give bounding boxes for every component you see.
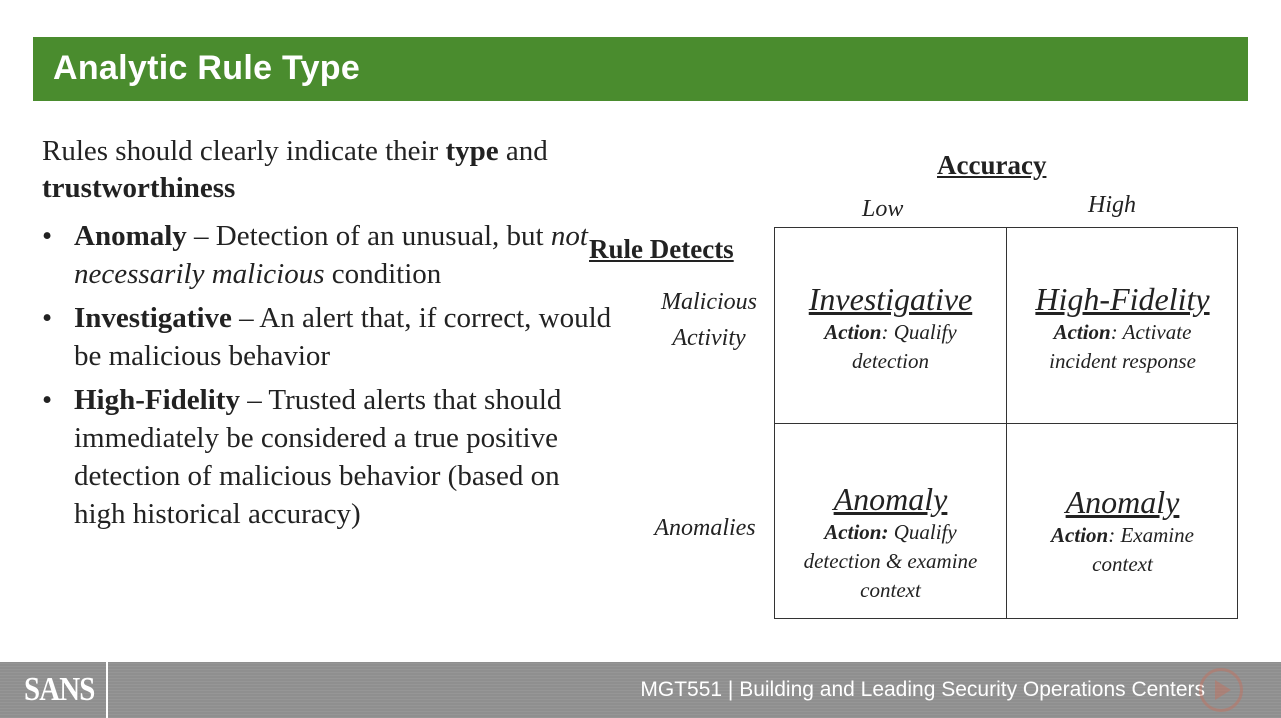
bullet-dot: • [42,220,53,252]
intro-paragraph [42,133,612,207]
intro-type: type [445,135,499,167]
sans-logo: SANS [24,671,95,708]
course-title: MGT551 | Building and Leading Security Operations Centers [640,678,1205,701]
play-circle-icon [1199,668,1243,712]
rule-detects-label: Rule Detects [589,234,734,264]
title-bar [33,37,1248,101]
action-word: Action [824,320,882,344]
cell-title: Investigative [808,281,973,317]
cell-title: High-Fidelity [1035,281,1210,317]
high-label: High [1088,192,1136,218]
bullet-term: Anomaly [74,220,187,252]
bullet-high-fidelity [42,381,612,533]
bullet-list [42,217,612,533]
action-text: : Qualify detection [852,320,957,373]
bullet-investigative [42,299,612,375]
bullet-text: – Trusted alerts that should immediately be considered a true positive detection of malicious behavior (based on high historical accuracy) [74,384,562,530]
bullet-term: High-Fidelity [74,384,240,416]
slide-title: Analytic Rule Type [53,49,361,87]
bullet-text-end: condition [324,258,442,290]
row-label-line: Malicious [661,289,757,315]
cell-title: Anomaly [1065,484,1180,520]
bullet-anomaly [42,217,612,293]
intro-text: Rules should clearly indicate their [42,135,446,167]
intro-and: and [498,135,548,167]
footer-divider [106,662,108,718]
row-label-malicious [646,284,772,356]
bullet-dot: • [42,302,53,334]
action-word: Action [1051,523,1109,547]
cell-action [1007,318,1238,376]
bullet-text: – An alert that, if correct, would be malicious behavior [74,302,612,372]
cell-action [775,318,1006,376]
action-word: Action [1053,320,1111,344]
row-label-line: Activity [672,325,746,351]
bullet-italic: not necessarily malicious [74,220,588,290]
intro-trustworthiness: trustworthiness [42,172,236,204]
action-text: : Activate incident response [1049,320,1196,373]
rule-type-matrix [774,227,1238,619]
cell-anomaly-low [775,480,1006,605]
cell-title: Anomaly [833,481,948,517]
body-text [42,133,612,539]
cell-investigative [775,280,1006,376]
footer-bar [0,662,1281,718]
cell-high-fidelity [1007,280,1238,376]
cell-action [1007,521,1238,579]
cell-action [775,518,1006,605]
bullet-dot: • [42,384,53,416]
row-label-anomalies: Anomalies [654,515,756,541]
accuracy-label: Accuracy [937,150,1047,180]
low-label: Low [862,196,904,222]
action-text: Qualify detection & examine context [803,520,978,602]
cell-anomaly-high [1007,483,1238,579]
action-word: Action: [824,520,889,544]
bullet-term: Investigative [74,302,232,334]
action-text: : Examine context [1092,523,1194,576]
grid-divider-horizontal [775,423,1237,424]
bullet-text: – Detection of an unusual, but [186,220,551,252]
